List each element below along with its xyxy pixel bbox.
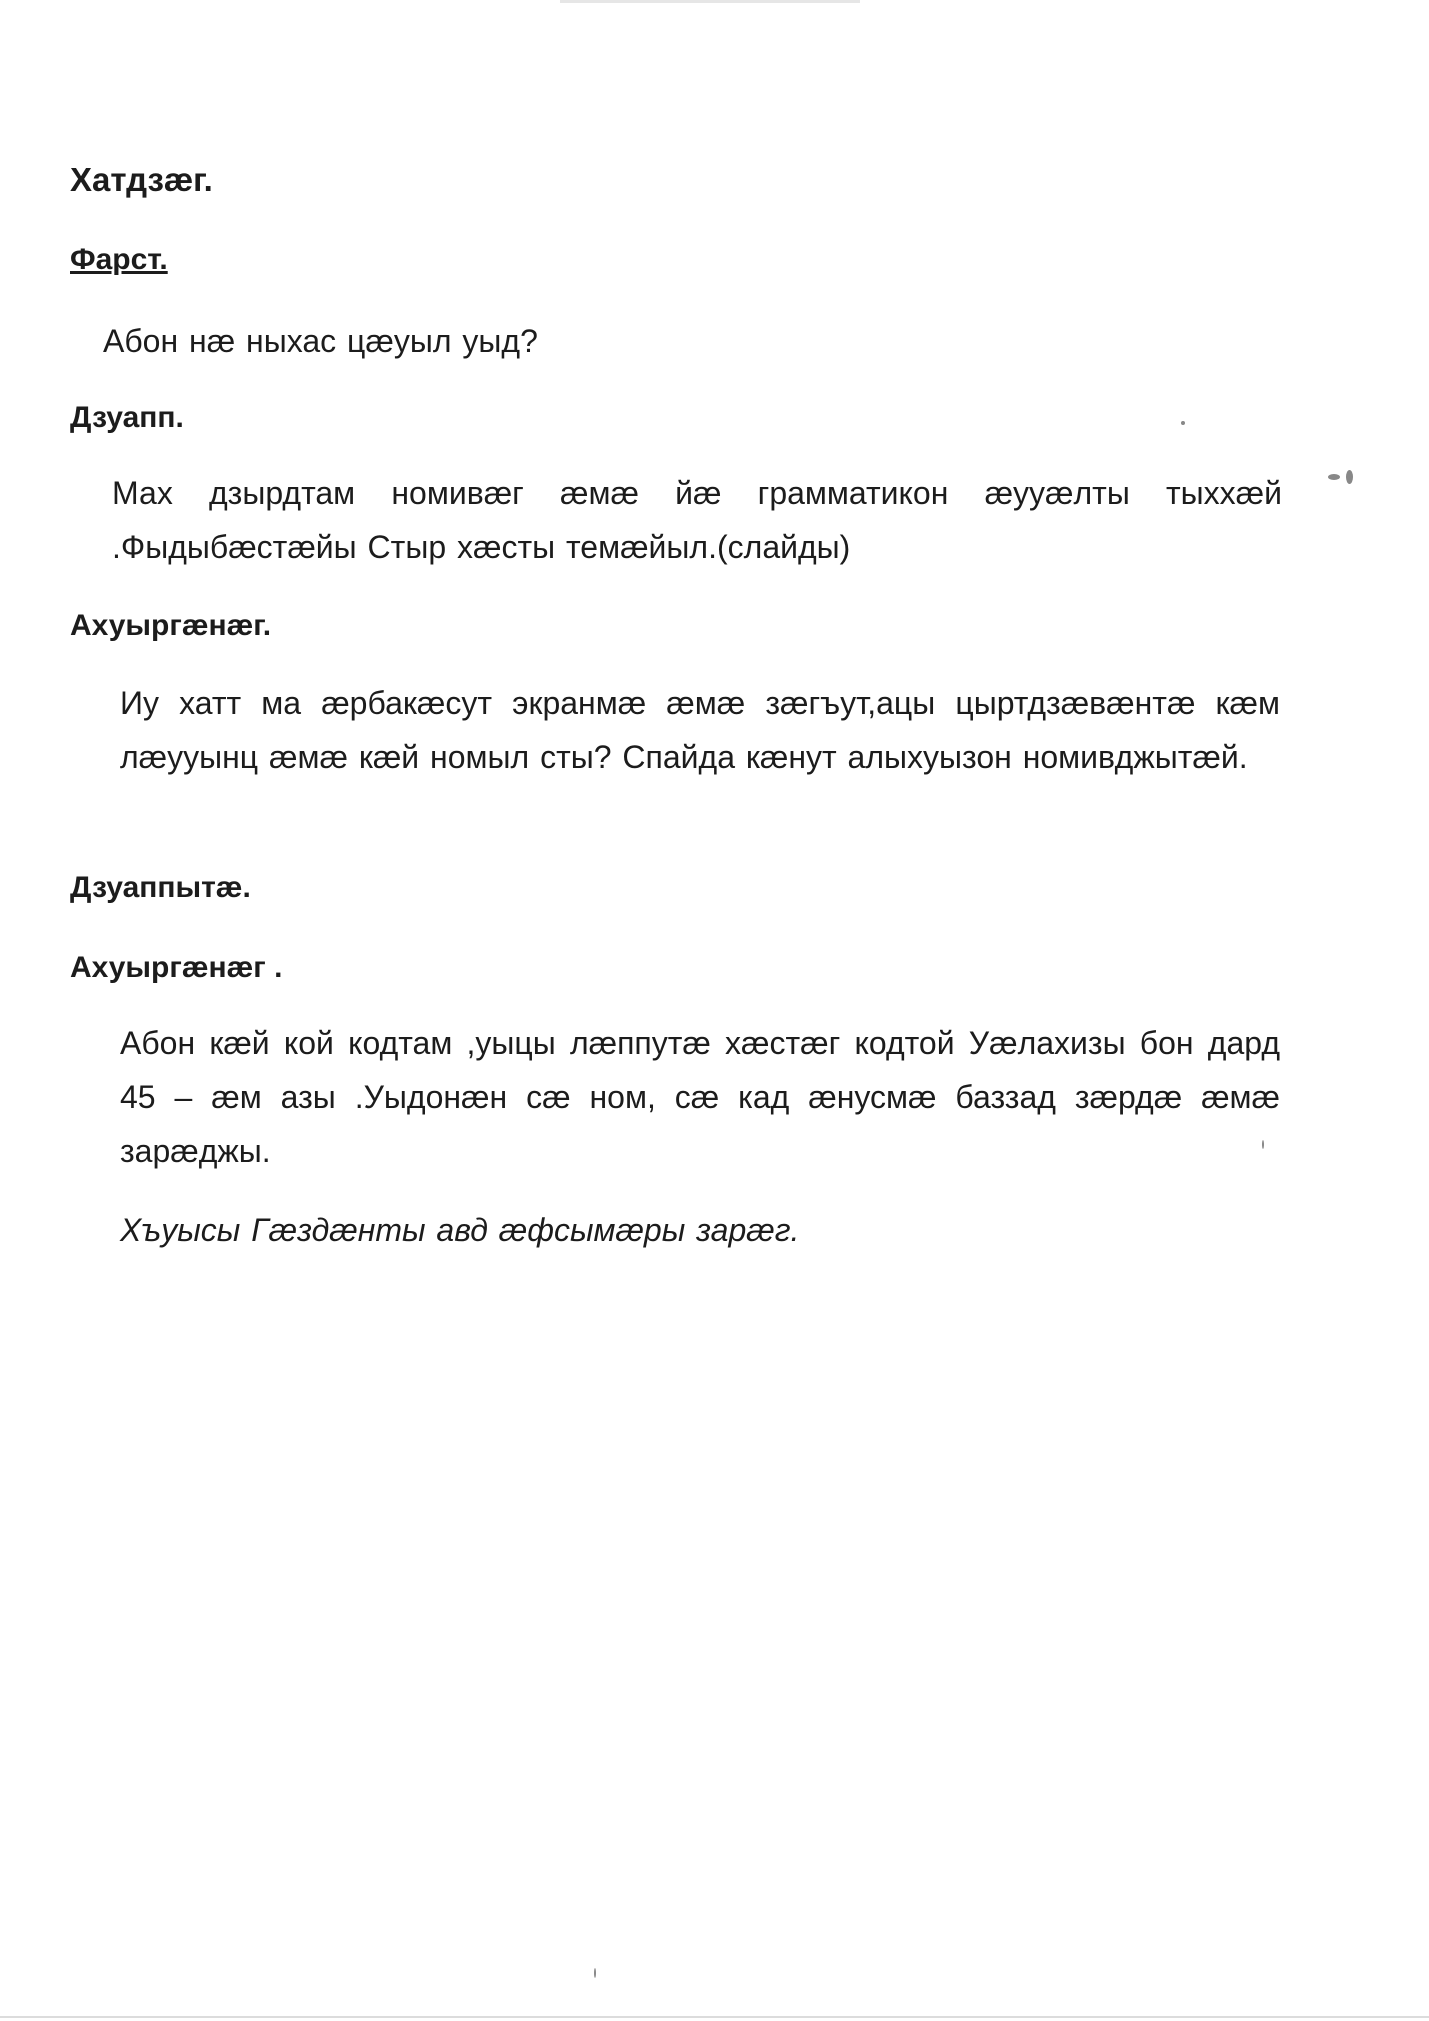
section-label-teacher-2: Ахуыргæнæг . xyxy=(70,951,283,984)
scan-speck xyxy=(1346,470,1353,484)
section-label-answers: Дзуаппытæ. xyxy=(70,871,251,904)
teacher-text-2: Абон кæй кой кодтам ,уыцы лæппутæ хæстæг кодтой Уæлахизы бон дард 45 – æм азы .Уыдонæн сæ ном, сæ кад æнусмæ баззад зæрдæ æмæ зарæджы. xyxy=(120,1025,1280,1169)
scan-speck xyxy=(1328,474,1340,480)
closing-line: Хъуысы Гæздæнты авд æфсымæры зарæг. xyxy=(120,1212,800,1248)
scan-top-shadow xyxy=(560,0,860,3)
scan-bottom-edge xyxy=(0,2016,1429,2018)
section-label-question: Фарст. xyxy=(70,243,168,276)
scan-speck xyxy=(594,1968,596,1978)
teacher-text: Иу хатт ма æрбакæсут экранмæ æмæ зæгъут,ацы цыртдзæвæнтæ кæм лæууынц æмæ кæй номыл сты? Спайда кæнут алыхуызон номивджытæй. xyxy=(120,685,1280,775)
section-label-answer: Дзуапп. xyxy=(70,401,184,434)
section-label-teacher: Ахуыргæнæг. xyxy=(70,609,272,642)
document-title: Хатдзæг. xyxy=(70,161,213,198)
question-text: Абон нæ ныхас цæуыл уыд? xyxy=(103,323,538,359)
scan-speck xyxy=(1181,421,1185,425)
answer-text: Мах дзырдтам номивæг æмæ йæ грамматикон æууæлты тыххæй .Фыдыбæстæйы Стыр хæсты темæйыл.(слайды) xyxy=(112,475,1282,565)
